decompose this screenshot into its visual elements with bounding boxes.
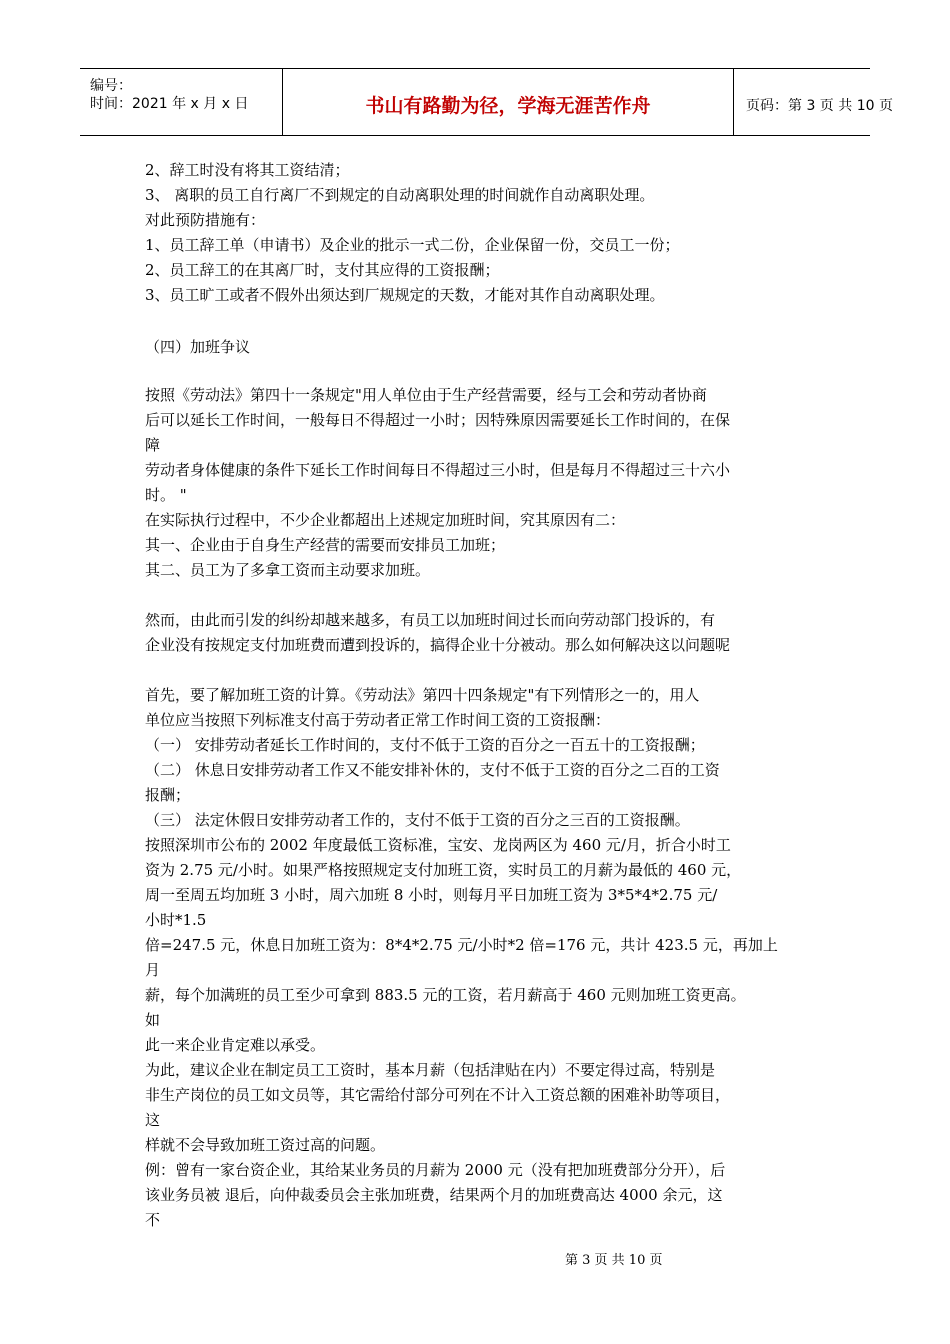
body-line: 月 <box>145 961 161 979</box>
body-line: 此一来企业肯定难以承受。 <box>145 1036 326 1054</box>
body-line: 按照《劳动法》第四十一条规定"用人单位由于生产经营需要，经与工会和劳动者协商 <box>145 386 707 404</box>
body-line: 报酬； <box>145 786 191 804</box>
header-motto-cell <box>282 69 734 135</box>
body-line: 时。 " <box>145 486 187 504</box>
body-line: 1、员工辞工单（申请书）及企业的批示一式二份，企业保留一份，交员工一份； <box>145 236 680 254</box>
header-motto: 书山有路勤为径，学海无涯苦作舟 <box>365 95 651 117</box>
header-right-cell <box>734 69 893 135</box>
header-page-number: 页码：第 3 页 共 10 页 <box>746 98 893 114</box>
body-line: 在实际执行过程中，不少企业都超出上述规定加班时间，究其原因有二： <box>145 511 626 529</box>
body-line: 样就不会导致加班工资过高的问题。 <box>145 1136 386 1154</box>
body-line: 该业务员被 退后，向仲裁委员会主张加班费，结果两个月的加班费高达 4000 余元，这 <box>145 1186 723 1204</box>
body-line: 其二、员工为了多拿工资而主动要求加班。 <box>145 561 431 579</box>
body-line: （二） 休息日安排劳动者工作又不能安排补休的，支付不低于工资的百分之二百的工资 <box>145 761 720 779</box>
header-left-cell <box>80 69 282 135</box>
body-line: （三） 法定休假日安排劳动者工作的，支付不低于工资的百分之三百的工资报酬。 <box>145 811 690 829</box>
body-line: 资为 2.75 元/小时。如果严格按照规定支付加班工资，实时员工的月薪为最低的 460 元， <box>145 861 742 879</box>
document-number-label: 编号： <box>90 78 132 94</box>
body-line: 首先，要了解加班工资的计算。《劳动法》第四十四条规定"有下列情形之一的，用人 <box>145 686 700 704</box>
body-line: 不 <box>145 1211 161 1229</box>
body-line: 3、 离职的员工自行离厂不到规定的自动离职处理的时间就作自动离职处理。 <box>145 186 655 204</box>
body-line: 2、辞工时没有将其工资结清； <box>145 161 350 179</box>
document-date-label: 时间：2021 年 x 月 x 日 <box>90 96 249 112</box>
page-footer: 第 3 页 共 10 页 <box>565 1253 663 1268</box>
body-line: 非生产岗位的员工如文员等，其它需给付部分可列在不计入工资总额的困难补助等项目， <box>145 1086 731 1104</box>
body-line: 其一、企业由于自身生产经营的需要而安排员工加班； <box>145 536 506 554</box>
body-line: 障 <box>145 436 161 454</box>
body-line: 这 <box>145 1111 161 1129</box>
body-line: （一） 安排劳动者延长工作时间的，支付不低于工资的百分之一百五十的工资报酬； <box>145 736 705 754</box>
body-line: 薪，每个加满班的员工至少可拿到 883.5 元的工资，若月薪高于 460 元则加班工资更高。 <box>145 986 746 1004</box>
body-line: 然而，由此而引发的纠纷却越来越多，有员工以加班时间过长而向劳动部门投诉的，有 <box>145 611 716 629</box>
body-line: 小时*1.5 <box>145 911 207 929</box>
body-line: 2、员工辞工的在其离厂时，支付其应得的工资报酬； <box>145 261 500 279</box>
body-line: 后可以延长工作时间，一般每日不得超过一小时；因特殊原因需要延长工作时间的，在保 <box>145 411 731 429</box>
body-line: 倍=247.5 元，休息日加班工资为：8*4*2.75 元/小时*2 倍=176 元，共计 423.5 元，再加上 <box>145 936 778 954</box>
body-line: 劳动者身体健康的条件下延长工作时间每日不得超过三小时，但是每月不得超过三十六小 <box>145 461 731 479</box>
body-line: 单位应当按照下列标准支付高于劳动者正常工作时间工资的工资报酬： <box>145 711 611 729</box>
section-heading: （四）加班争议 <box>145 338 251 356</box>
body-line: 为此，建议企业在制定员工工资时，基本月薪（包括津贴在内）不要定得过高，特别是 <box>145 1061 716 1079</box>
body-line: 对此预防措施有： <box>145 211 266 229</box>
body-line: 周一至周五均加班 3 小时，周六加班 8 小时，则每月平日加班工资为 3*5*4*2.75 元/ <box>145 886 718 904</box>
body-line: 按照深圳市公布的 2002 年度最低工资标准，宝安、龙岗两区为 460 元/月，折合小时工 <box>145 836 731 854</box>
body-line: 3、员工旷工或者不假外出须达到厂规规定的天数，才能对其作自动离职处理。 <box>145 286 665 304</box>
body-line: 例：曾有一家台资企业，其给某业务员的月薪为 2000 元（没有把加班费部分分开），后 <box>145 1161 726 1179</box>
body-line: 如 <box>145 1011 161 1029</box>
page-header <box>80 68 893 136</box>
body-line: 企业没有按规定支付加班费而遭到投诉的，搞得企业十分被动。那么如何解决这以问题呢 <box>145 636 731 654</box>
